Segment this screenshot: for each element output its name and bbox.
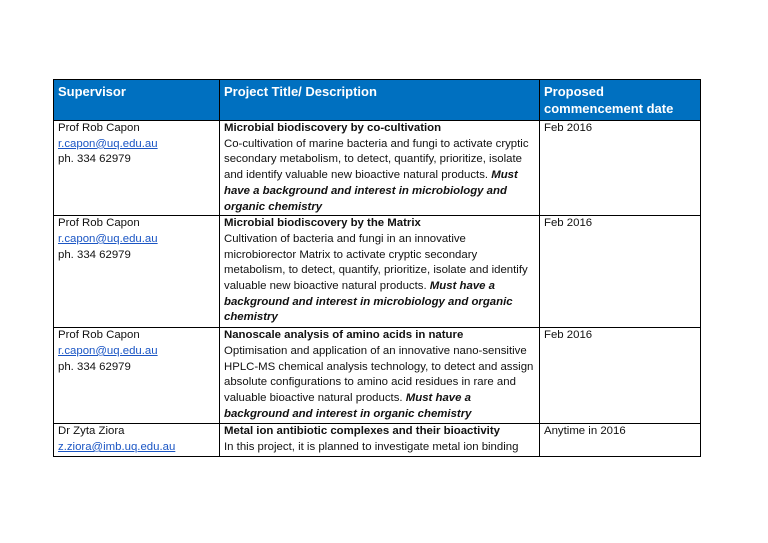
supervisor-email-link[interactable]: z.ziora@imb.uq.edu.au (58, 440, 176, 453)
project-requirement: Must have a background and interest in microbiology and organic chemistry (224, 169, 518, 213)
project-description: Optimisation and application of an innovative nano-sensitive HPLC-MS chemical analysis technology, to detect and assign absolute configurations to amino acid residues in rare and valuable bioactive natural products. (224, 344, 534, 405)
commencement-date: Feb 2016 (540, 328, 701, 424)
supervisor-cell (54, 216, 220, 328)
project-cell (220, 216, 540, 328)
project-description: Cultivation of bacteria and fungi in an innovative microbiorector Matrix to activate cryptic secondary metabolism, to detect, quantify, prioritize, isolate and identify valuable new bioactive natural products. (224, 232, 528, 293)
supervisor-name: Prof Rob Capon (58, 122, 140, 134)
supervisor-name: Prof Rob Capon (58, 329, 140, 342)
project-requirement: Must have a background and interest in organic chemistry (224, 392, 472, 420)
project-title: Microbial biodiscovery by co-cultivation (224, 122, 442, 134)
commencement-date: Anytime in 2016 (540, 424, 701, 456)
project-description: Co-cultivation of marine bacteria and fungi to activate cryptic secondary metabolism, to detect, quantify, prioritize, isolate and identify valuable new bioactive natural products. (224, 137, 529, 182)
header-supervisor: Supervisor (54, 80, 220, 121)
supervisor-phone: ph. 334 62979 (58, 248, 131, 261)
header-project-title: Project Title/ Description (220, 80, 540, 121)
supervisor-name: Prof Rob Capon (58, 217, 140, 230)
header-row (54, 80, 701, 121)
commencement-date: Feb 2016 (540, 121, 701, 216)
supervisor-email-link[interactable]: r.capon@uq.edu.au (58, 137, 158, 150)
project-requirement: Must have a background and interest in microbiology and organic chemistry (224, 280, 513, 324)
project-title: Nanoscale analysis of amino acids in nature (224, 329, 464, 342)
project-cell (220, 121, 540, 216)
header-commencement-date: Proposed commencement date (540, 80, 701, 121)
supervisor-name: Dr Zyta Ziora (58, 425, 125, 438)
supervisor-phone: ph. 334 62979 (58, 360, 131, 373)
project-cell (220, 328, 540, 424)
project-title: Metal ion antibiotic complexes and their bioactivity (224, 425, 500, 438)
project-title: Microbial biodiscovery by the Matrix (224, 217, 421, 230)
supervisor-phone: ph. 334 62979 (58, 153, 131, 166)
project-cell (220, 424, 540, 456)
projects-table (53, 79, 701, 457)
supervisor-cell (54, 328, 220, 424)
table-row (54, 216, 701, 328)
project-description: In this project, it is planned to investigate metal ion binding (224, 440, 519, 453)
supervisor-email-link[interactable]: r.capon@uq.edu.au (58, 232, 158, 245)
supervisor-email-link[interactable]: r.capon@uq.edu.au (58, 344, 158, 357)
table-row (54, 328, 701, 424)
commencement-date: Feb 2016 (540, 216, 701, 328)
supervisor-cell (54, 424, 220, 456)
table-row (54, 424, 701, 456)
supervisor-cell (54, 121, 220, 216)
table-row (54, 121, 701, 216)
